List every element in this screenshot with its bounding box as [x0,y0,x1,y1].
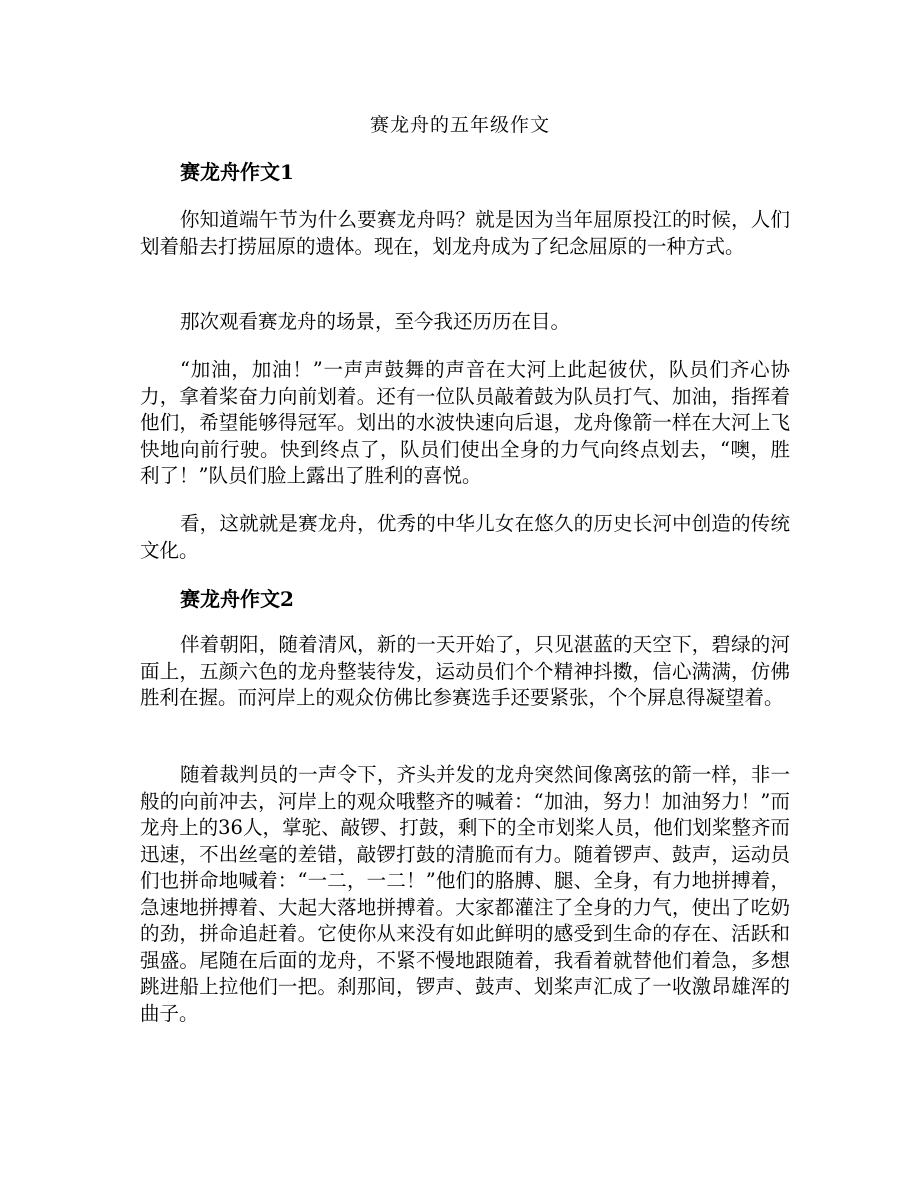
paragraph: 随着裁判员的一声令下，齐头并发的龙舟突然间像离弦的箭一样，非一般的向前冲去，河岸上的观众哦整齐的喊着：“加油，努力！加油努力！”而龙舟上的36人，掌驼、敲锣、打鼓，剩下的全市划桨人员，他们划桨整齐而迅速，不出丝毫的差错，敲锣打鼓的清脆而有力。随着锣声、鼓声，运动员们也拼命地喊着：“一二，一二！”他们的胳膊、腿、全身，有力地拼搏着，急速地拼搏着、大起大落地拼搏着。大家都灌注了全身的力气，使出了吃奶的劲，拼命追赶着。它使你从来没有如此鲜明的感受到生命的存在、活跃和强盛。尾随在后面的龙舟，不紧不慢地跟随着，我看着就替他们着急，多想跳进船上拉他们一把。刹那间，锣声、鼓声、划桨声汇成了一收激昂雄浑的曲子。 [140,763,790,1025]
paragraph: 你知道端午节为什么要赛龙舟吗？就是因为当年屈原投江的时候，人们划着船去打捞屈原的遗体。现在，划龙舟成为了纪念屈原的一种方式。 [140,208,790,258]
paragraph: 伴着朝阳，随着清风，新的一天开始了，只见湛蓝的天空下，碧绿的河面上，五颜六色的龙舟整装待发，运动员们个个精神抖擞，信心满满，仿佛胜利在握。而河岸上的观众仿佛比参赛选手还要紧张，个个屏息得凝望着。 [140,633,790,709]
section-heading-2: 赛龙舟作文2 [180,587,294,611]
paragraph: “加油，加油！”一声声鼓舞的声音在大河上此起彼伏，队员们齐心协力，拿着桨奋力向前划着。还有一位队员敲着鼓为队员打气、加油，指挥着他们，希望能够得冠军。划出的水波快速向后退，龙舟像箭一样在大河上飞快地向前行驶。快到终点了，队员们使出全身的力气向终点划去，“噢，胜利了！”队员们脸上露出了胜利的喜悦。 [140,358,790,487]
paragraph: 看，这就就是赛龙舟，优秀的中华儿女在悠久的历史长河中创造的传统文化。 [140,512,790,562]
paragraph: 那次观看赛龙舟的场景，至今我还历历在目。 [180,310,571,333]
document-title: 赛龙舟的五年级作文 [369,114,550,136]
section-heading-1: 赛龙舟作文1 [180,160,294,184]
